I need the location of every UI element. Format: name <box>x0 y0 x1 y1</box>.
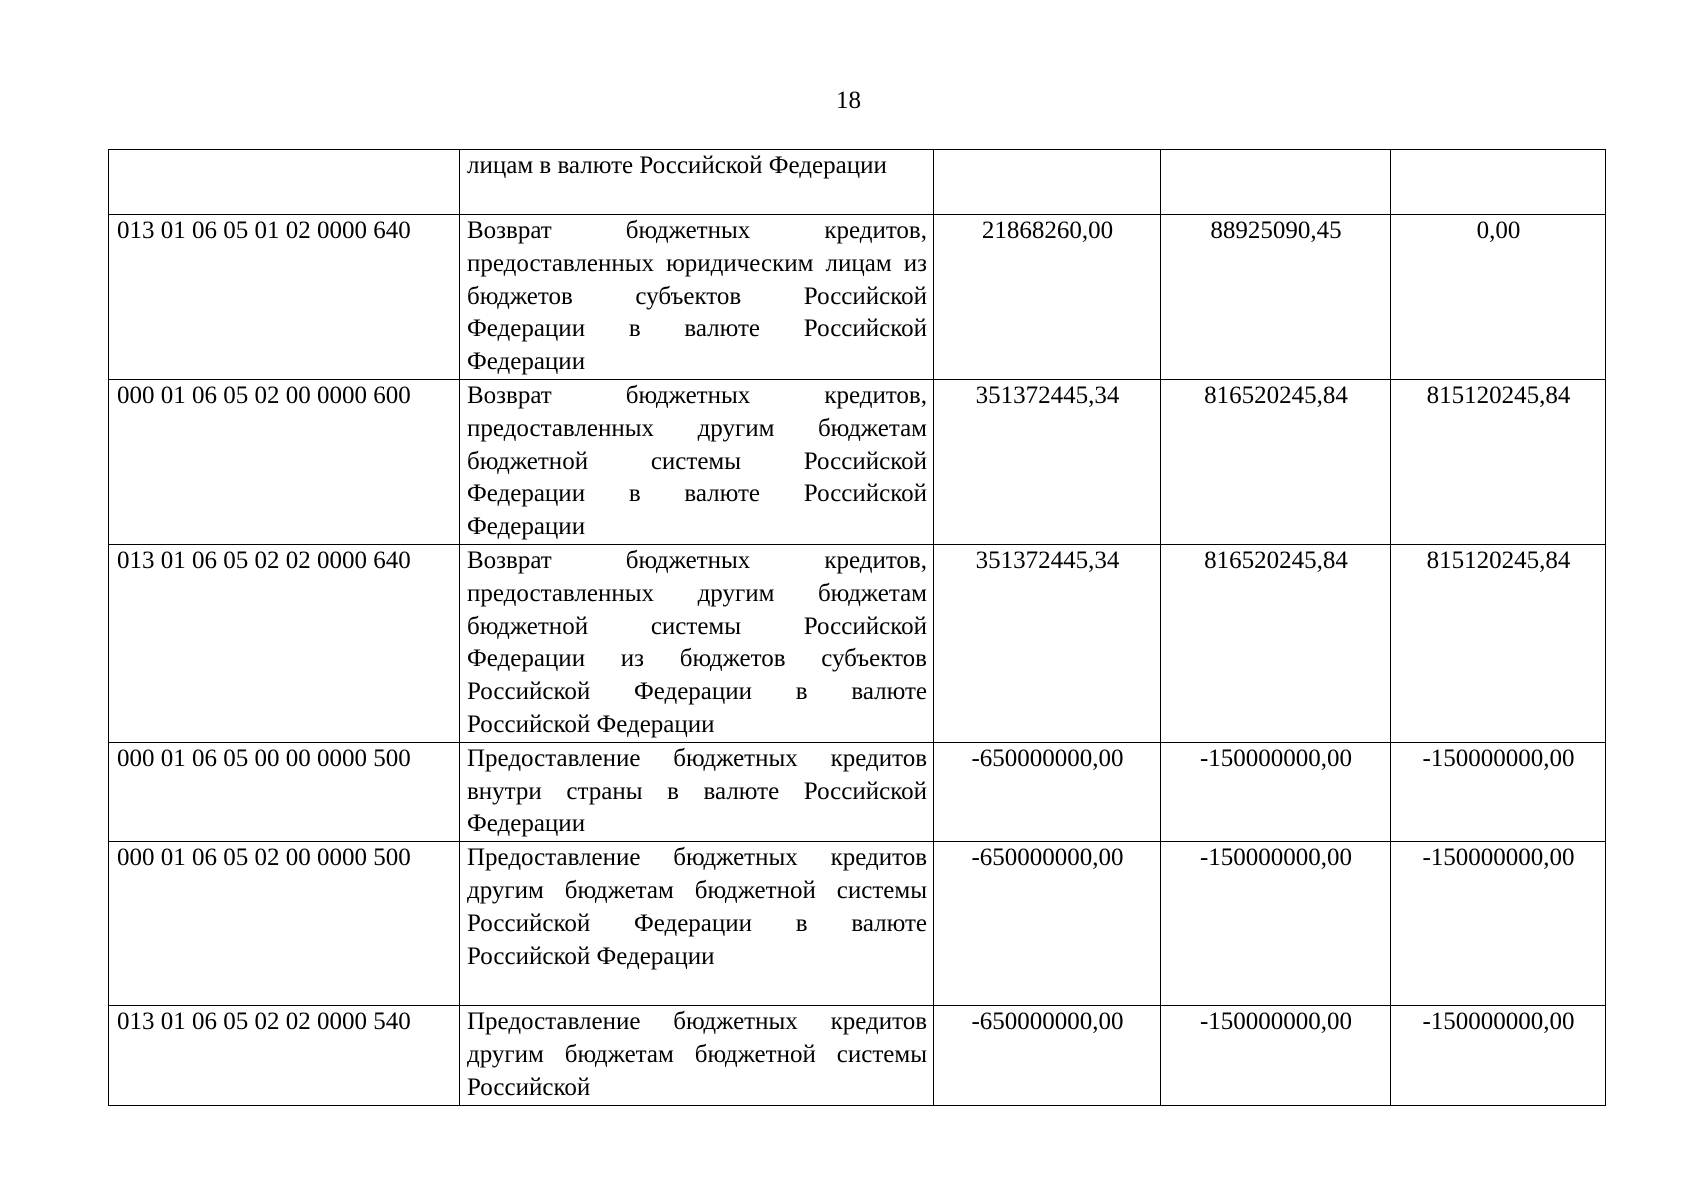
description-cell: Возврат бюджетных кредитов, предоставленных другим бюджетам бюджетной системы Российской Федерации в валюте Российской Федерации <box>460 379 934 544</box>
description-cell: Возврат бюджетных кредитов, предоставленных юридическим лицам из бюджетов субъектов Российской Федерации в валюте Российской Федерации <box>460 215 934 380</box>
amount-cell <box>1391 150 1606 215</box>
amount-cell: -150000000,00 <box>1161 742 1391 841</box>
budget-code-cell: 013 01 06 05 02 02 0000 640 <box>109 544 460 742</box>
budget-code-cell: 013 01 06 05 01 02 0000 640 <box>109 215 460 380</box>
description-cell: Предоставление бюджетных кредитов другим бюджетам бюджетной системы Российской <box>460 1006 934 1105</box>
amount-cell: 351372445,34 <box>934 544 1161 742</box>
amount-cell: -650000000,00 <box>934 742 1161 841</box>
amount-cell: 351372445,34 <box>934 379 1161 544</box>
budget-sources-table <box>108 149 1606 1106</box>
amount-cell: 816520245,84 <box>1161 379 1391 544</box>
amount-cell: -150000000,00 <box>1391 842 1606 1006</box>
amount-cell: -150000000,00 <box>1391 1006 1606 1105</box>
budget-code-cell <box>109 150 460 215</box>
amount-cell: -650000000,00 <box>934 1006 1161 1105</box>
amount-cell: -150000000,00 <box>1161 842 1391 1006</box>
table-row <box>109 1006 1606 1105</box>
amount-cell: -150000000,00 <box>1161 1006 1391 1105</box>
table-row <box>109 379 1606 544</box>
amount-cell <box>934 150 1161 215</box>
amount-cell: 21868260,00 <box>934 215 1161 380</box>
description-cell: Возврат бюджетных кредитов, предоставленных другим бюджетам бюджетной системы Российской Федерации из бюджетов субъектов Российской Федерации в валюте Российской Федерации <box>460 544 934 742</box>
table-row <box>109 544 1606 742</box>
amount-cell: -650000000,00 <box>934 842 1161 1006</box>
amount-cell: 88925090,45 <box>1161 215 1391 380</box>
amount-cell: -150000000,00 <box>1391 742 1606 841</box>
table-row <box>109 742 1606 841</box>
description-cell: лицам в валюте Российской Федерации <box>460 150 934 215</box>
budget-code-cell: 013 01 06 05 02 02 0000 540 <box>109 1006 460 1105</box>
table-row <box>109 842 1606 1006</box>
amount-cell <box>1161 150 1391 215</box>
description-cell: Предоставление бюджетных кредитов другим бюджетам бюджетной системы Российской Федерации в валюте Российской Федерации <box>460 842 934 1006</box>
description-cell: Предоставление бюджетных кредитов внутри страны в валюте Российской Федерации <box>460 742 934 841</box>
table-row <box>109 215 1606 380</box>
amount-cell: 815120245,84 <box>1391 379 1606 544</box>
page-number: 18 <box>836 87 861 114</box>
table-row <box>109 150 1606 215</box>
budget-code-cell: 000 01 06 05 02 00 0000 500 <box>109 842 460 1006</box>
amount-cell: 815120245,84 <box>1391 544 1606 742</box>
budget-code-cell: 000 01 06 05 02 00 0000 600 <box>109 379 460 544</box>
budget-code-cell: 000 01 06 05 00 00 0000 500 <box>109 742 460 841</box>
amount-cell: 816520245,84 <box>1161 544 1391 742</box>
amount-cell: 0,00 <box>1391 215 1606 380</box>
